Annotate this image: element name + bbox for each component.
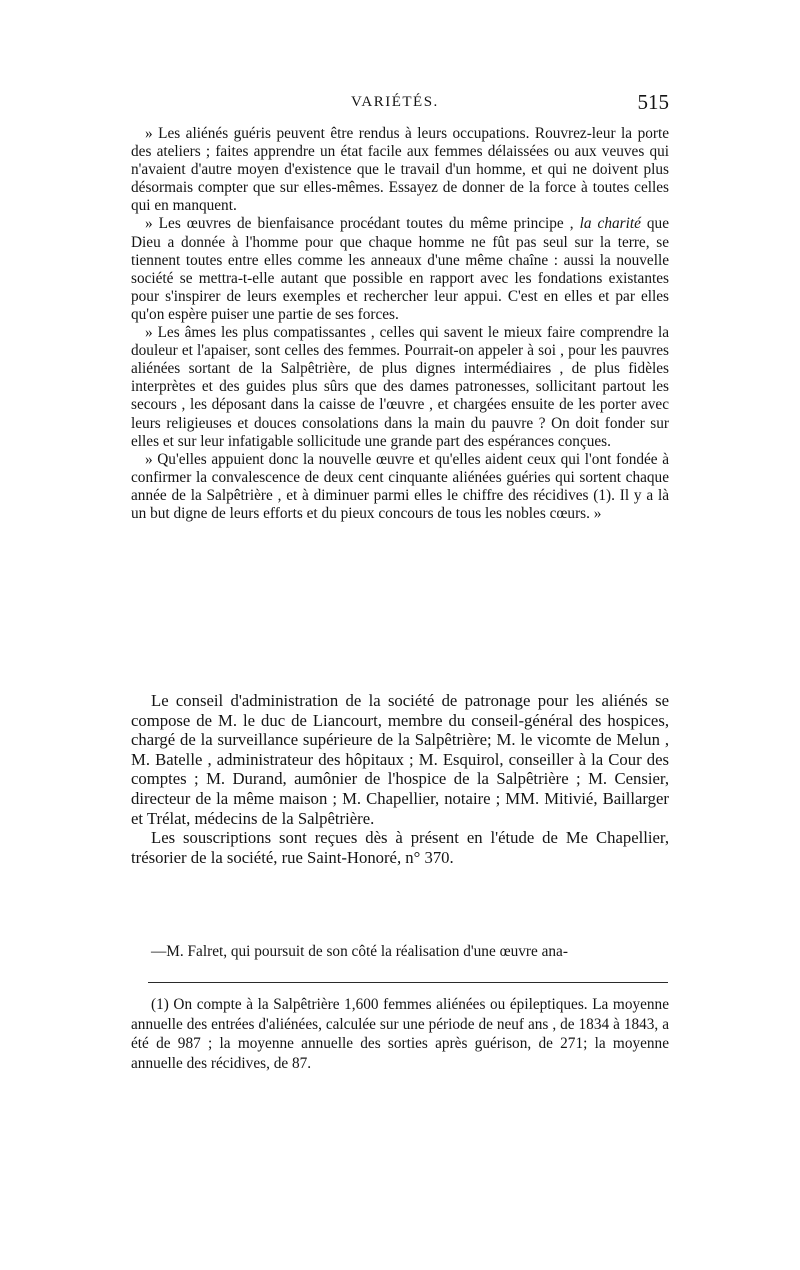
running-head: VARIÉTÉS. (351, 94, 439, 110)
continuation-paragraph: —M. Falret, qui poursuit de son côté la réalisation d'une œuvre ana- (151, 943, 568, 960)
page-number: 515 (637, 90, 669, 114)
quoted-passage (131, 125, 669, 523)
footnote-rule (148, 982, 668, 983)
continuation-text (131, 942, 669, 961)
body-text (131, 691, 669, 867)
body-paragraph: Le conseil d'administration de la société de patronage pour les aliénés se compose de M. le duc de Liancourt, membre du conseil-général des hospices, chargé de la surveillance supérieure de la Salpêtrière; M. le vicomte de Melun , M. Batelle , administrateur des hôpitaux ; M. Esquirol, conseiller à la Cour des comptes ; M. Durand, aumônier de l'hospice de la Salpêtrière ; M. Censier, directeur de la même maison ; M. Chapellier, notaire ; MM. Mitivié, Baillarger et Trélat, médecins de la Salpêtrière. (131, 691, 669, 828)
quote-text-after: que Dieu a donnée à l'homme pour que chaque homme ne fût pas seul sur la terre, se tiennent toutes entre elles comme les anneaux d'une même chaîne : aussi la nouvelle société se mettra-t-elle autant que possible en rapport avec les fondations existantes pour s'inspirer de leurs exemples et rechercher leur appui. C'est en elles et par elles qu'on espère puiser une partie de ses forces. (131, 215, 669, 323)
page-header (131, 90, 669, 120)
quote-text-before: » Les œuvres de bienfaisance procédant toutes du même principe , (145, 215, 574, 233)
footnote (131, 995, 669, 1073)
body-paragraph: Les souscriptions sont reçues dès à présent en l'étude de Me Chapellier, trésorier de la société, rue Saint-Honoré, n° 370. (131, 828, 669, 867)
footnote-text: (1) On compte à la Salpêtrière 1,600 femmes aliénées ou épileptiques. La moyenne annuelle des entrées d'aliénées, calculée sur une période de neuf ans , de 1834 à 1843, a été de 987 ; la moyenne annuelle des sorties après guérison, de 271; la moyenne annuelle des récidives, de 87. (131, 996, 669, 1072)
quote-paragraph: » Qu'elles appuient donc la nouvelle œuvre et qu'elles aident ceux qui l'ont fondée à confirmer la convalescence de deux cent cinquante aliénées guéries qui sortent chaque année de la Salpêtrière , et à diminuer parmi elles le chiffre des récidives (1). Il y a là un but digne de leurs efforts et du pieux concours de tous les nobles cœurs. » (131, 450, 669, 522)
italic-term: la charité (579, 215, 641, 233)
quote-paragraph: » Les âmes les plus compatissantes , celles qui savent le mieux faire comprendre la douleur et l'apaiser, sont celles des femmes. Pourrait-on appeler à soi , pour les pauvres aliénées sortant de la Salpêtrière, de plus dignes intermédiaires , de plus fidèles interprètes et des guides plus sûrs que des dames patronesses, sollicitant partout les secours , les déposant dans la caisse de l'œuvre , et chargées ensuite de les porter avec leurs religieuses et douces consolations dans la main du pauvre ? On doit fonder sur elles et sur leur infatigable sollicitude une grande part des espérances conçues. (131, 324, 669, 450)
quote-paragraph: » Les aliénés guéris peuvent être rendus à leurs occupations. Rouvrez-leur la porte des ateliers ; faites apprendre un état facile aux femmes délaissées ou aux veuves qui n'avaient d'autre moyen d'existence que le travail d'un homme, et qui ne doivent plus désormais compter que sur elles-mêmes. Essayez de donner de la force à toutes celles qui en manquent. (131, 125, 669, 215)
quote-paragraph (131, 215, 669, 324)
